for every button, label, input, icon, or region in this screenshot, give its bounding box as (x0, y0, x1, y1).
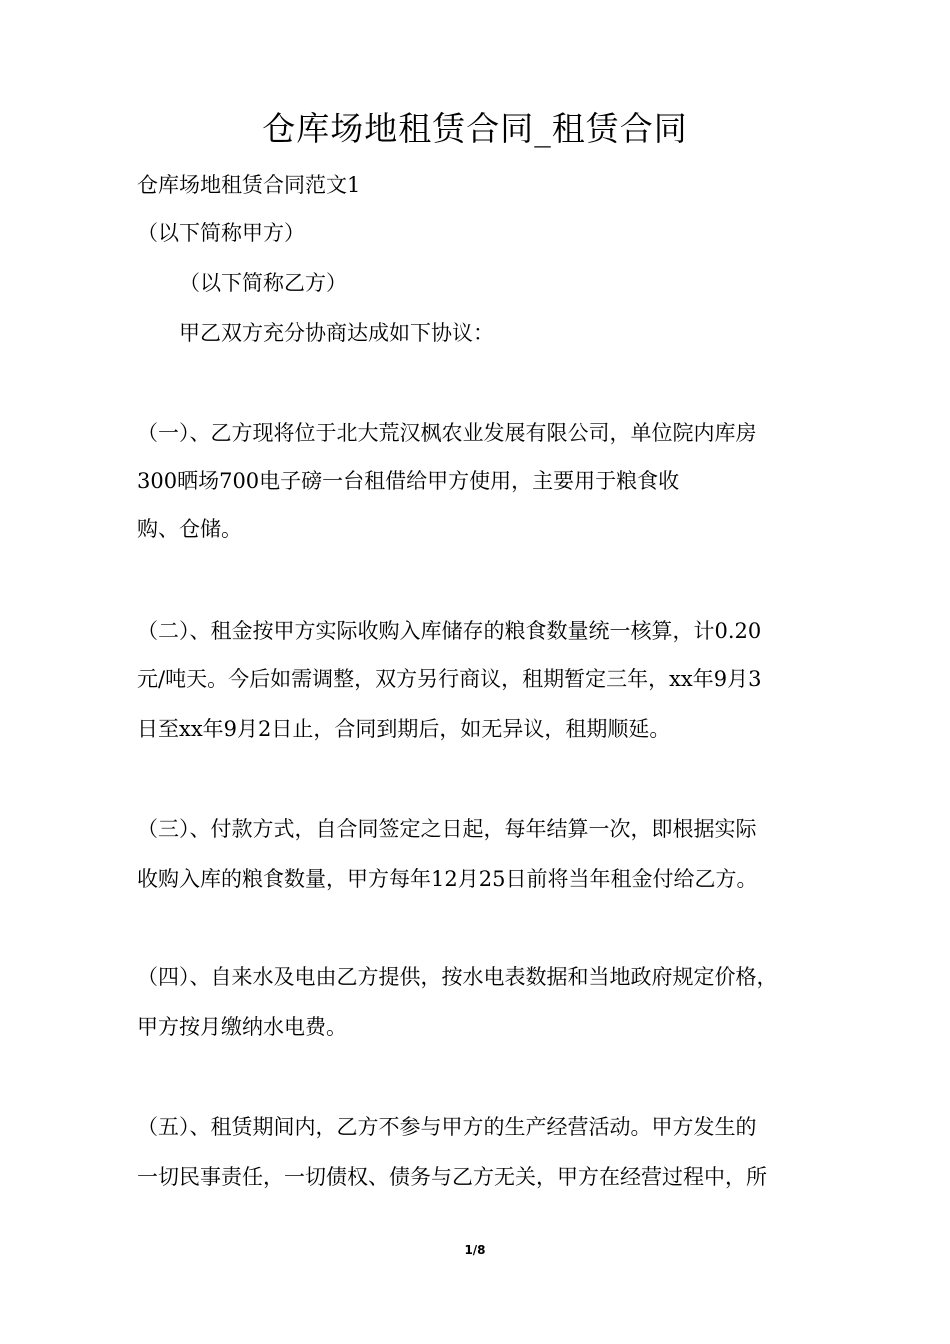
clause-line: （四）、自来水及电由乙方提供，按水电表数据和当地政府规定价格， (137, 965, 778, 989)
clause-line: 甲方按月缴纳水电费。 (137, 1015, 347, 1039)
clause-line: 日至xx年9月2日止，合同到期后，如无异议，租期顺延。 (137, 717, 671, 741)
party-b-note: （以下简称乙方） (179, 271, 347, 295)
clause-line: （五）、租赁期间内，乙方不参与甲方的生产经营活动。甲方发生的 (137, 1115, 757, 1139)
party-a-note: （以下简称甲方） (137, 221, 305, 245)
clause-line: 收购入库的粮食数量，甲方每年12月25日前将当年租金付给乙方。 (137, 867, 758, 891)
clause-line: 300晒场700电子磅一台租借给甲方使用，主要用于粮食收 (137, 469, 680, 493)
clause-line: （三）、付款方式，自合同签定之日起，每年结算一次，即根据实际 (137, 817, 757, 841)
agreement-intro: 甲乙双方充分协商达成如下协议： (179, 321, 494, 345)
clause-line: （二）、租金按甲方实际收购入库储存的粮食数量统一核算，计0.20 (137, 619, 762, 643)
clause-line: （一）、乙方现将位于北大荒汉枫农业发展有限公司，单位院内库房 (137, 421, 757, 445)
document-title: 仓库场地租赁合同_租赁合同 (262, 109, 688, 148)
clause-line: 元/吨天。今后如需调整，双方另行商议，租期暂定三年，xx年9月3 (137, 667, 762, 691)
page-number: 1/8 (464, 1243, 486, 1257)
clause-line: 购、仓储。 (137, 517, 242, 541)
document-subtitle: 仓库场地租赁合同范文1 (137, 173, 361, 197)
clause-line: 一切民事责任，一切债权、债务与乙方无关，甲方在经营过程中，所 (137, 1165, 767, 1189)
